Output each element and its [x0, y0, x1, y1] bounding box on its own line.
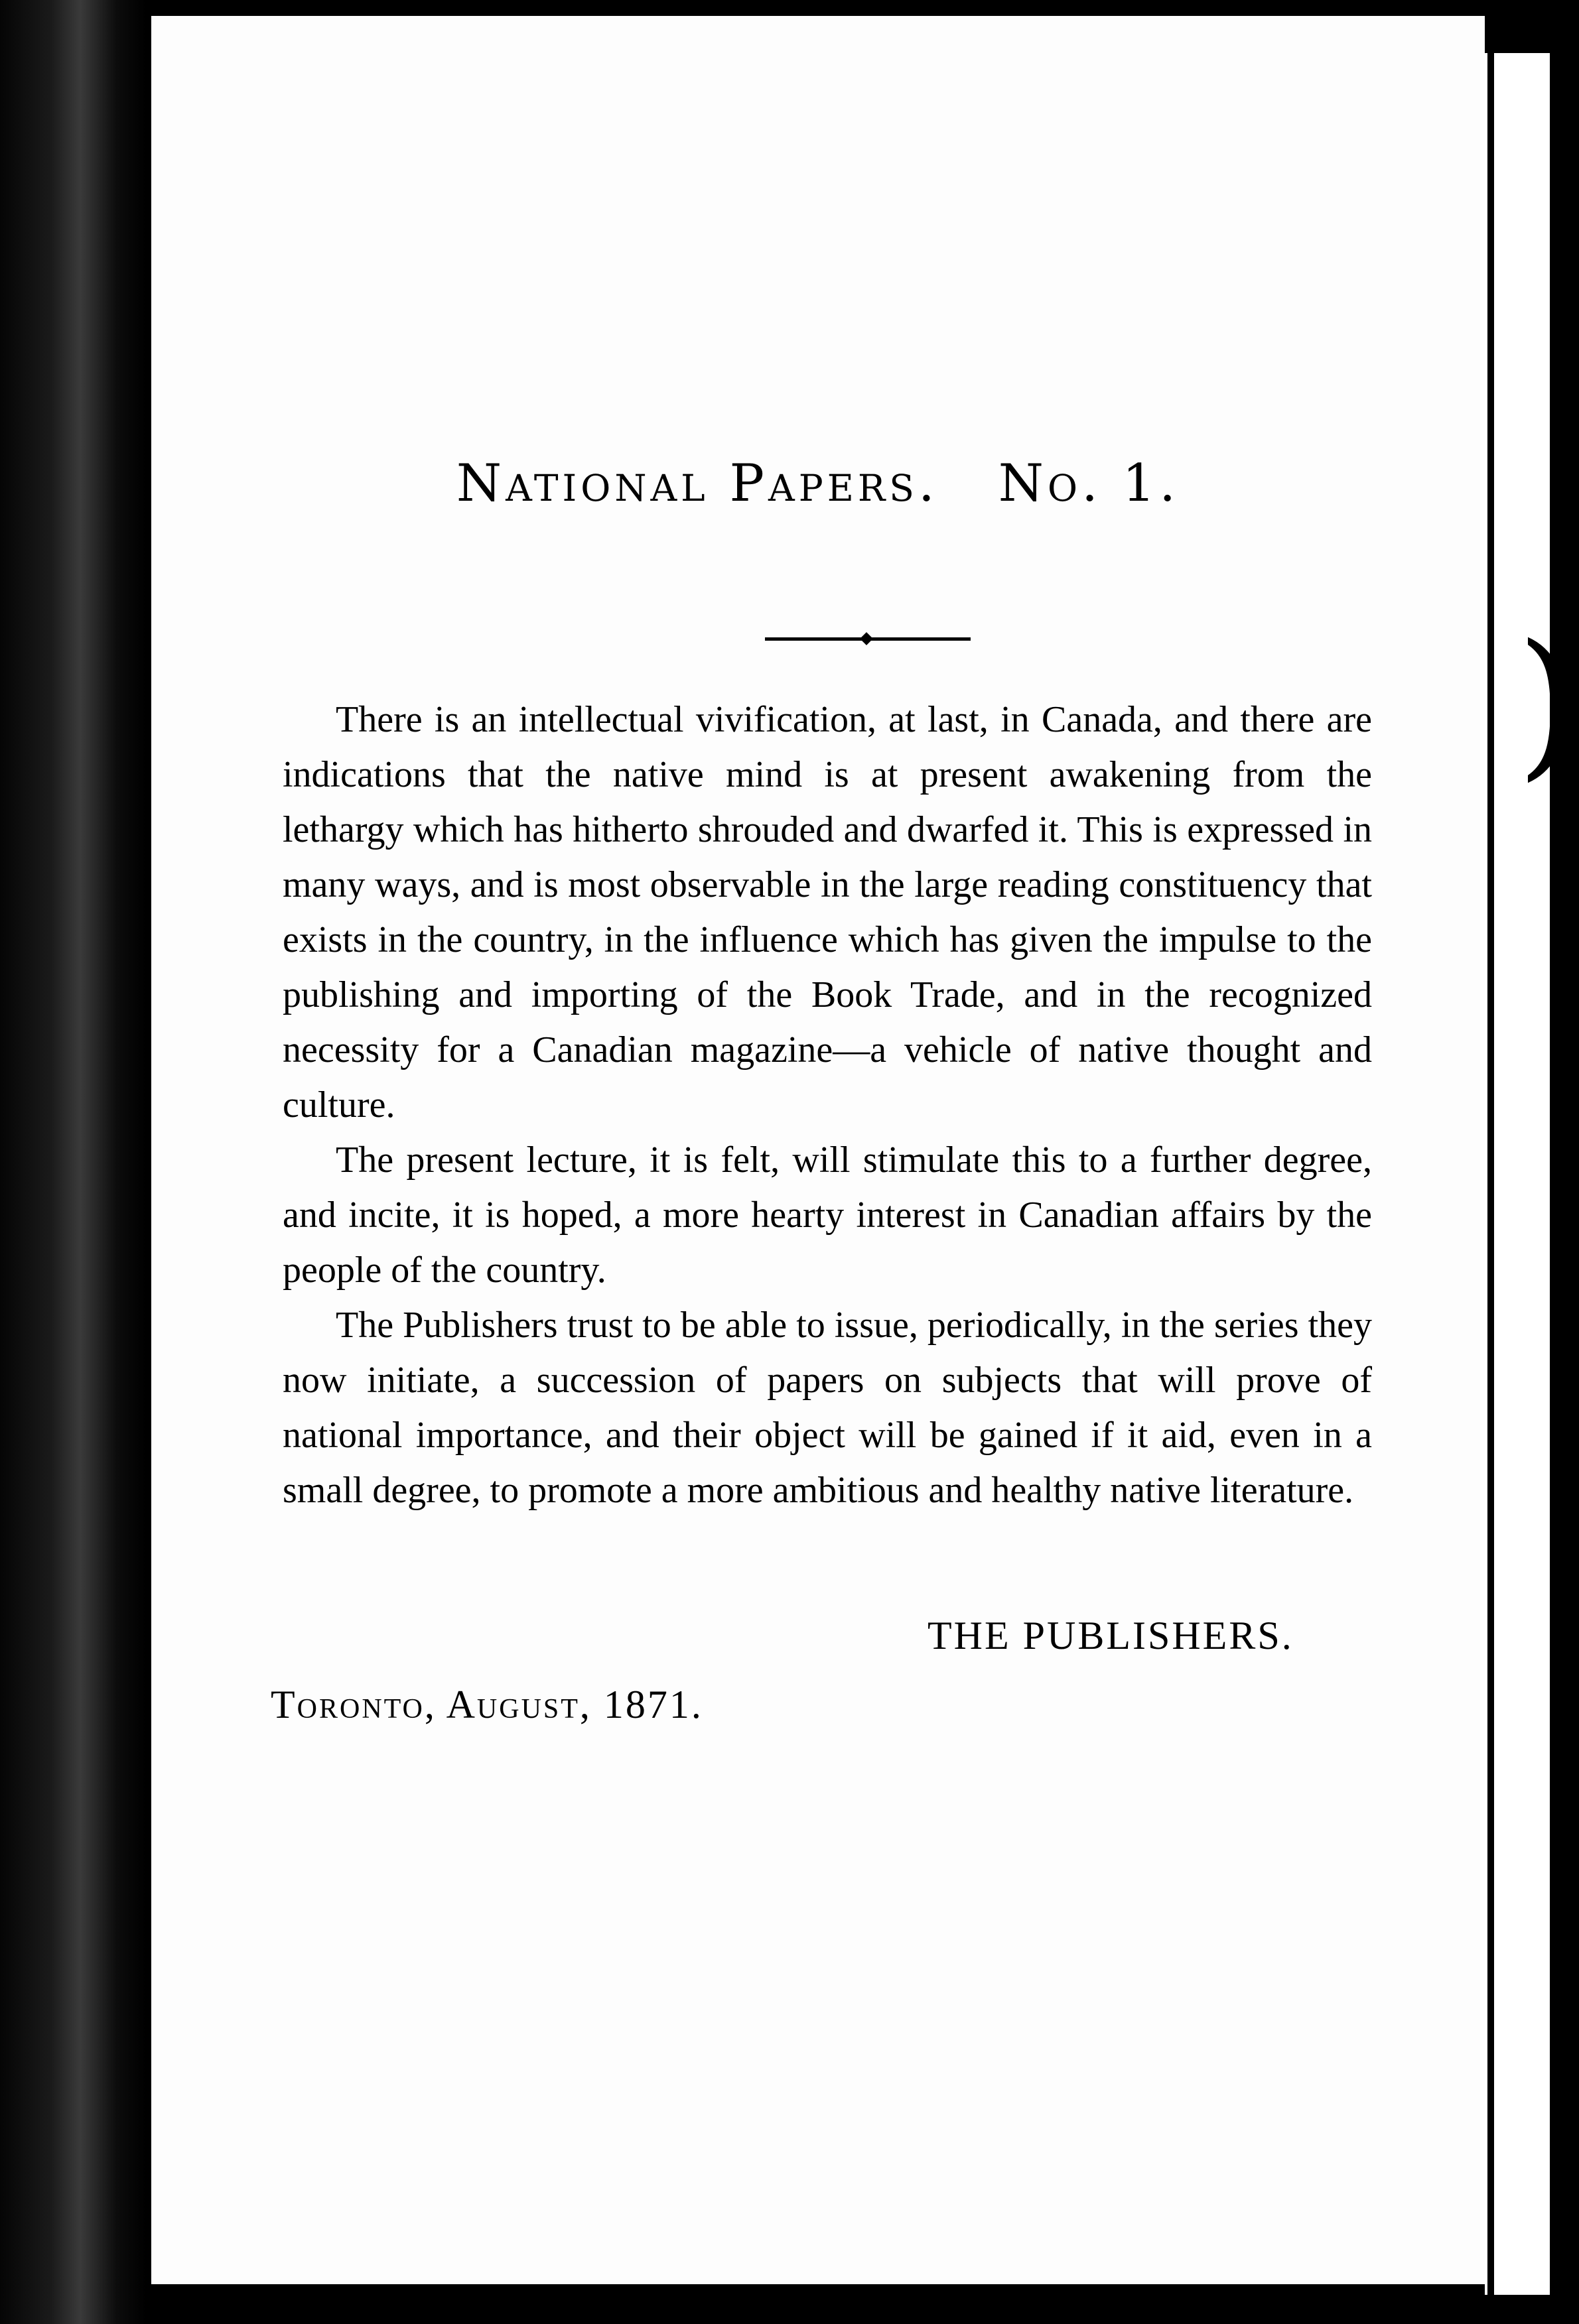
- next-page-edge: [1485, 53, 1579, 2295]
- divider-ornament: [765, 634, 971, 643]
- book-binding-shadow: [0, 0, 146, 2324]
- paragraph-3: The Publishers trust to be able to issue, periodically, in the series they now initiate, a succession of papers on subjects that will prove of national importance, and their object will be gained if it aid, even in a small degree, to promote a more ambitious and healthy native literature.: [283, 1305, 1372, 1511]
- next-page-glyph-fragment: ): [1517, 610, 1579, 796]
- paragraph-1: There is an intellectual vivification, at last, in Canada, and there are indications that the native mind is at present awakening from the lethargy which has hitherto shrouded and dwarfed it. This is expressed in many ways, and is most observable in the large reading constituency that exists in the country, in the influence which has given the impulse to the publishing and importing of the Book Trade, and in the recognized necessity for a Canadian magazine—a vehicle of native thought and culture.: [283, 699, 1372, 1126]
- preface-text: [283, 692, 1372, 1518]
- page-sheet: [151, 16, 1485, 2284]
- series-title: National Papers.: [456, 454, 939, 513]
- dateline: Toronto, August, 1871.: [271, 1683, 703, 1726]
- paragraph-2: The present lecture, it is felt, will stimulate this to a further degree, and incite, it is hoped, a more hearty interest in Canadian affairs by the people of the country.: [283, 1139, 1372, 1291]
- series-number: No. 1.: [998, 454, 1180, 513]
- page-edge-rule: [1487, 53, 1494, 2295]
- signature: THE PUBLISHERS.: [927, 1614, 1294, 1657]
- divider-diamond-icon: [860, 632, 873, 645]
- page-header: [151, 454, 1485, 513]
